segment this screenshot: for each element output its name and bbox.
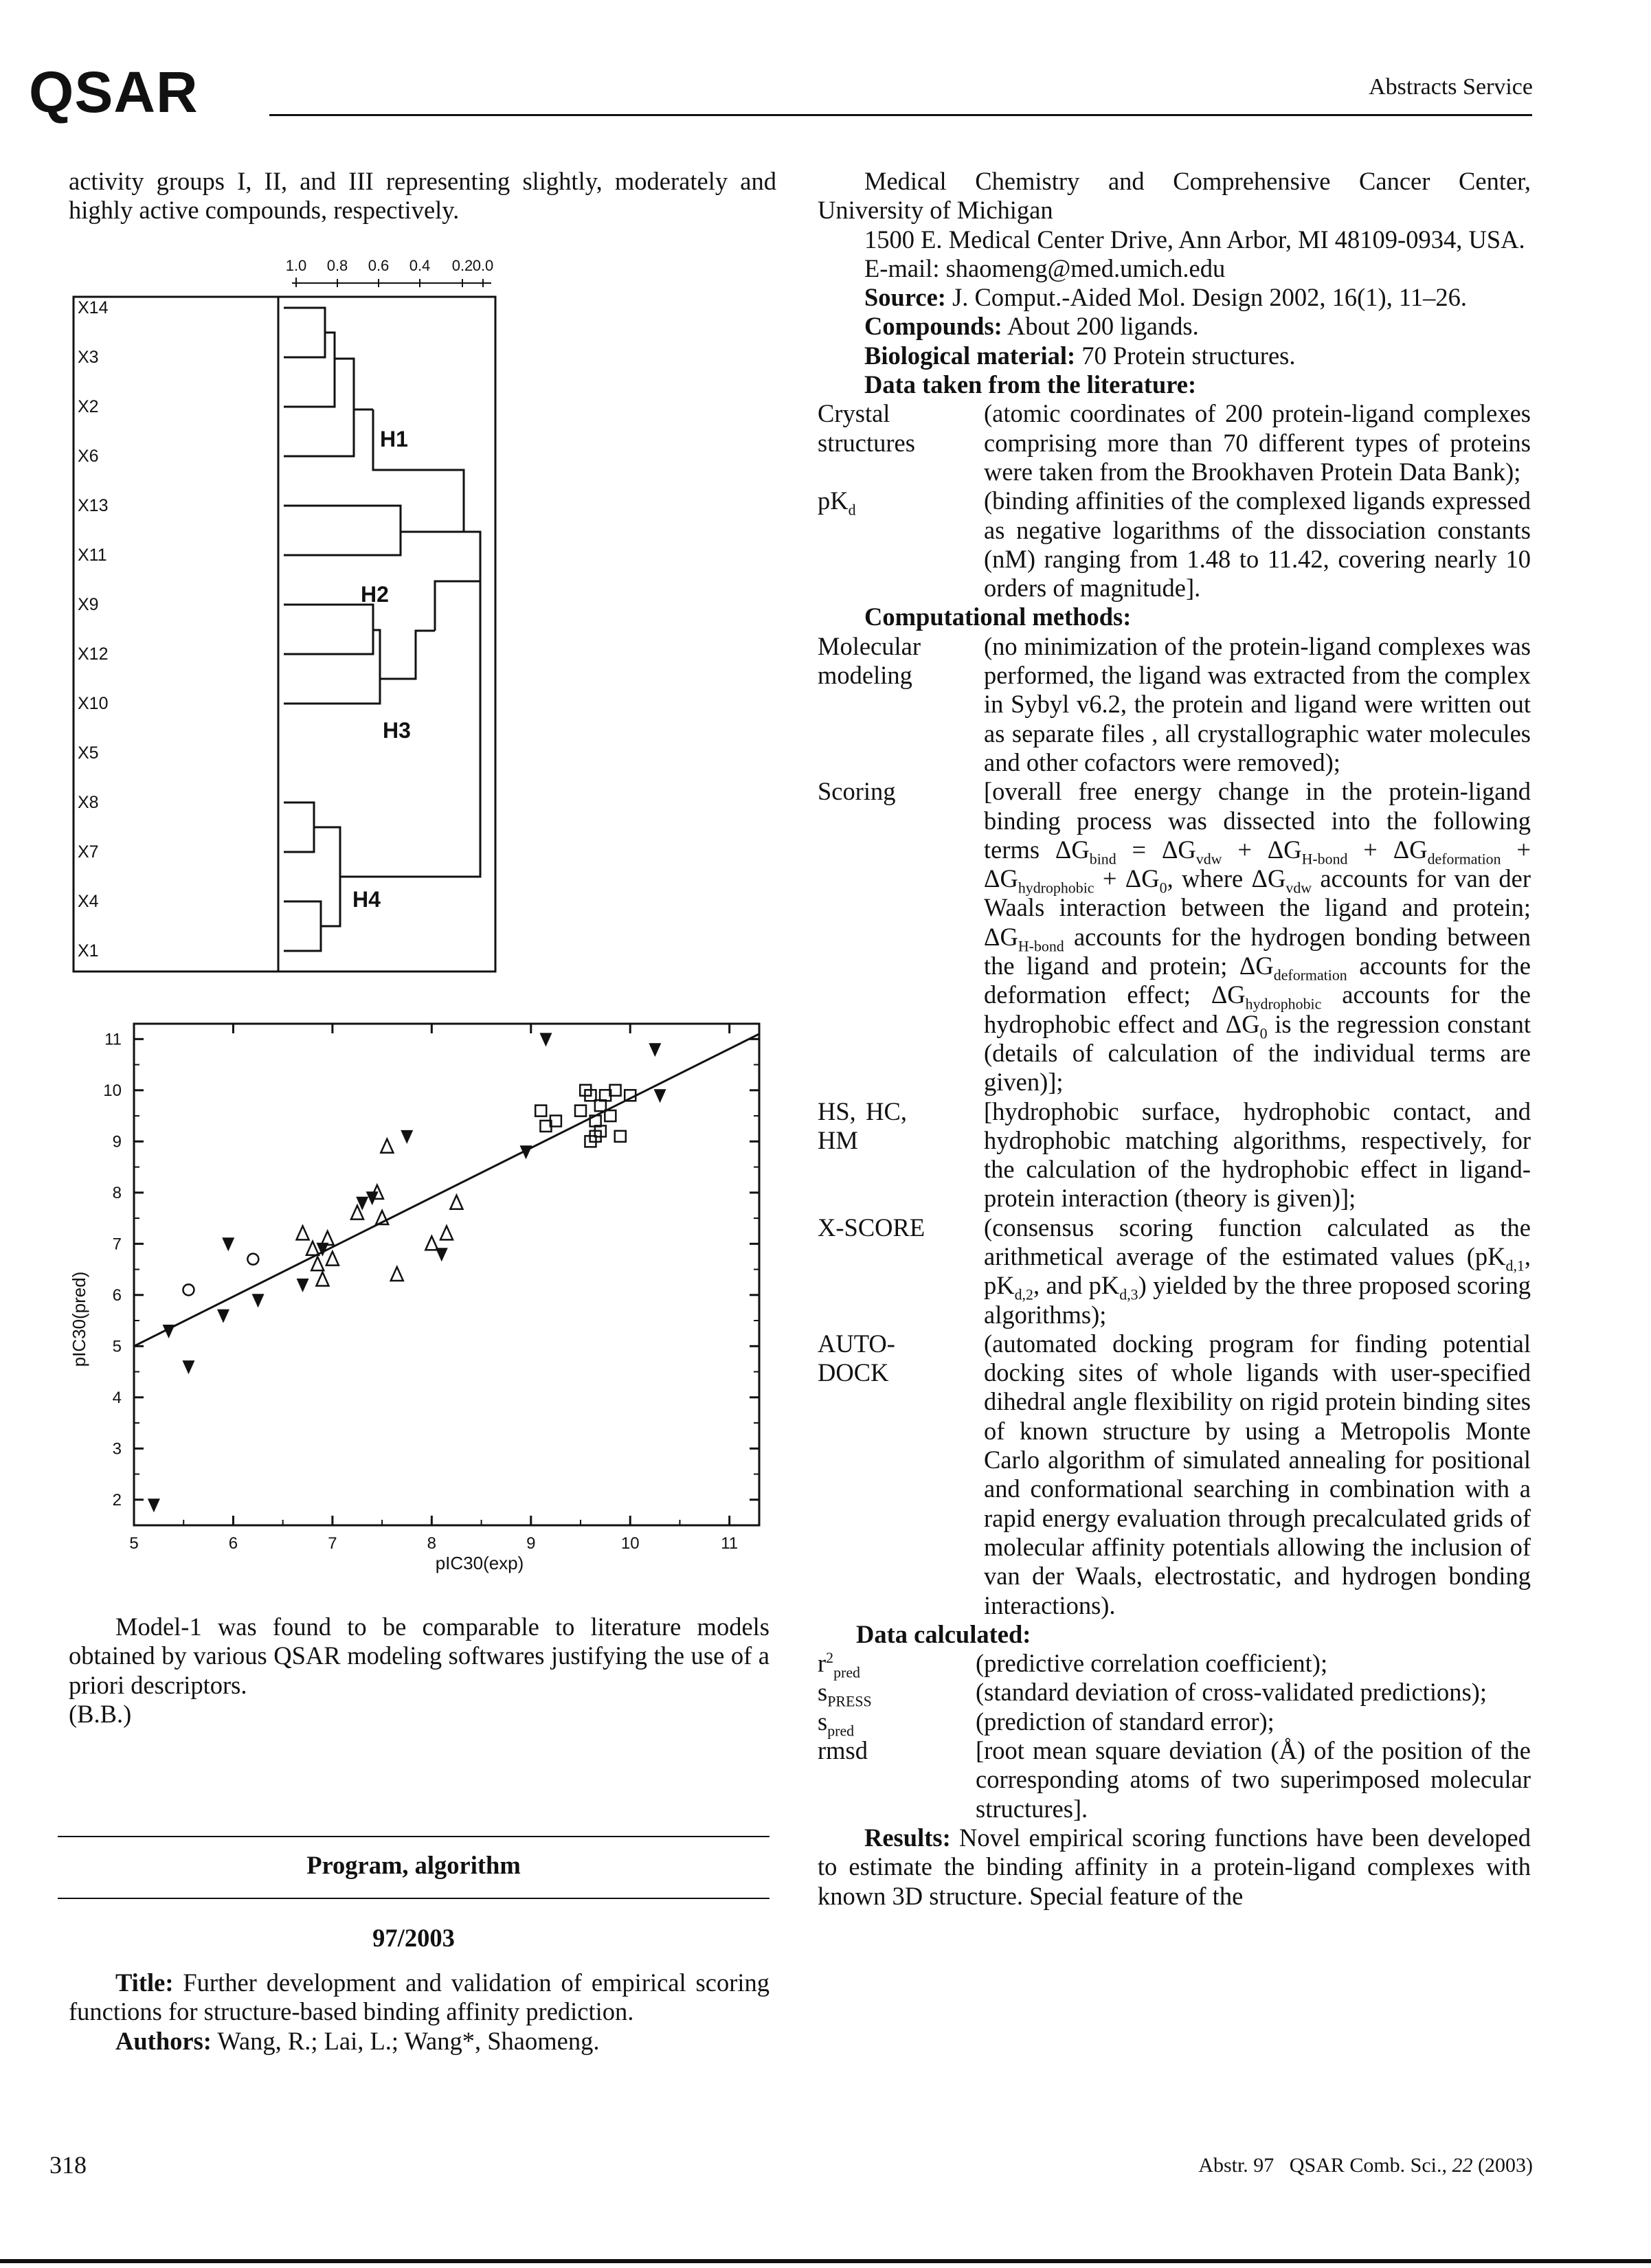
bio-material-line — [818, 341, 1531, 370]
spress-def: (standard deviation of cross-validated predictions); — [976, 1678, 1487, 1707]
scale-tick-label: 1.0 — [285, 257, 307, 274]
regression-line — [134, 1034, 759, 1346]
literature-data-list — [818, 399, 1531, 603]
section-heading: Program, algorithm — [306, 1851, 521, 1879]
spred-term: $s_{pred}$ — [818, 1707, 855, 1740]
scale-tick-label: 0.2 — [451, 257, 473, 274]
scale-tick-label: 0.6 — [368, 257, 390, 274]
affiliation: Medical Chemistry and Comprehensive Cancer Center, University of Michigan — [818, 167, 1531, 225]
right-column — [818, 167, 1531, 1911]
compounds-text: About 200 ligands. — [1007, 312, 1199, 341]
dendrogram-frame — [74, 297, 495, 972]
methods-list — [818, 632, 1531, 1620]
pkd-def: (binding affinities of the complexed ligands expressed as negative logarithms of the dissociation constants (nM) ranging from 1.48 to 11.42, covering nearly 10 orders of magnitude]. — [984, 486, 1531, 603]
abstract-number: 97/2003 — [372, 1924, 455, 1952]
x-tick-label: 9 — [526, 1534, 536, 1553]
data-point-open-triangle — [311, 1257, 324, 1270]
header-rule — [269, 114, 1532, 116]
scoring-def: [overall free energy change in the protein-ligand binding process was dissected into the following terms $\Delta G_{bind} = \Delta G_{vdw} + \Delta G_{H-bond} + \Delta G_{deformation} + \Delta G_{hydrophobic} + \Delta G_0$, where $\Delta G_{vdw}$ accounts for van der Waals interaction between the ligand and protein; $\Delta G_{H-bond}$ accounts for the hydrogen bonding between the ligand and protein; $\Delta G_{deformation}$ accounts for the deformation effect; $\Delta G_{hydrophobic}$ accounts for the hydrophobic effect and $\Delta G_0$ is the regression constant (details of calculation of the individual terms are given)]; — [984, 777, 1531, 1097]
y-tick-label: 6 — [112, 1285, 122, 1305]
y-tick-label: 5 — [112, 1337, 122, 1356]
left-lower — [69, 1613, 770, 1729]
spred-def: (prediction of standard error); — [976, 1707, 1274, 1736]
cluster-label-h4: H4 — [352, 887, 381, 912]
data-point-open-circle — [247, 1254, 258, 1265]
cluster-label-h3: H3 — [383, 718, 411, 743]
data-point-filled-triangle — [252, 1294, 265, 1307]
crystal-def: (atomic coordinates of 200 protein-ligand complexes comprising more than 70 different types of proteins were taken from the Brookhaven Protein Data Bank); — [984, 399, 1531, 486]
xscore-def: (consensus scoring function calculated as the arithmetical average of the estimated values ($pK_{d,1}$, $pK_{d,2}$, and $pK_{d,3}$) yielded by the three proposed scoring algorithms); — [984, 1213, 1531, 1329]
signature: (B.B.) — [69, 1699, 132, 1728]
address: 1500 E. Medical Center Drive, Ann Arbor, MI 48109-0934, USA. — [864, 225, 1525, 254]
x-tick-label: 10 — [620, 1534, 640, 1553]
y-axis-label: pIC30(pred) — [69, 1271, 89, 1367]
hs-term: HS, HC, HM — [818, 1097, 907, 1154]
leaf-label: X8 — [78, 793, 99, 812]
results-label: Results: — [864, 1823, 951, 1852]
dendrogram — [65, 253, 505, 981]
pkd-term: $pK_d$ — [818, 486, 856, 519]
leaf-label: X7 — [78, 842, 99, 862]
cluster-labels — [352, 427, 411, 912]
molmod-term: Molecular modeling — [818, 631, 921, 690]
spress-term: $s_{PRESS}$ — [818, 1678, 872, 1710]
y-tick-label: 10 — [103, 1081, 122, 1100]
x-tick-label: 11 — [721, 1534, 739, 1553]
data-calculated-heading: Data calculated: — [856, 1619, 1031, 1648]
source-label: Source: — [864, 283, 946, 312]
data-point-filled-triangle — [539, 1033, 552, 1046]
left-intro — [69, 167, 776, 225]
leaf-label: X1 — [78, 941, 99, 961]
cluster-label-h1: H1 — [380, 427, 408, 451]
footer-citation: Abstr. 97 QSAR Comb. Sci., 22 (2003) — [1198, 2154, 1533, 2177]
data-point-open-square — [605, 1110, 616, 1121]
data-point-open-triangle — [440, 1226, 453, 1239]
data-point-open-square — [595, 1100, 606, 1111]
leaf-label: X10 — [78, 694, 109, 713]
autodock-def: (automated docking program for finding potential docking sites of whole ligands with user-specified dihedral angle flexibility on rigid protein binding sites of known structure by using a Metropolis Monte Carlo algorithm of simulated annealing for positional and conformational searching in combination with a rapid energy evaluation through precalculated grids of molecular affinity potentials allowing the inclusion of van der Waals, electrostatic, and hydrogen bonding interactions). — [984, 1329, 1531, 1619]
dendrogram-scale — [286, 257, 494, 287]
calculated-data-list — [818, 1649, 1531, 1823]
results-text: Novel empirical scoring functions have been developed to estimate the binding affinity in a protein-ligand complexes with known 3D structure. Special feature of the — [818, 1823, 1531, 1910]
leaf-label: X2 — [78, 397, 99, 416]
scale-tick-label: 0.8 — [326, 257, 348, 274]
journal-logo: QSAR — [29, 60, 199, 124]
x-tick-label: 6 — [228, 1534, 238, 1553]
molmod-def: (no minimization of the protein-ligand complexes was performed, the ligand was extracted from the complex in Sybyl v6.2, the protein and ligand were written out as separate files , all crystallographic water molecules and other cofactors were removed); — [984, 631, 1531, 776]
data-point-filled-triangle — [148, 1498, 160, 1512]
dendrogram-branches — [284, 308, 480, 951]
data-point-open-triangle — [316, 1272, 328, 1285]
scatter-chart — [55, 1003, 783, 1594]
leaf-label: X3 — [78, 348, 99, 367]
x-tick-label: 8 — [427, 1534, 437, 1553]
compounds-line — [818, 312, 1531, 341]
data-point-open-triangle — [297, 1226, 309, 1239]
source-line — [818, 283, 1531, 312]
y-tick-label: 4 — [112, 1388, 122, 1407]
y-tick-label: 11 — [104, 1030, 122, 1049]
leaf-label: X12 — [78, 644, 109, 664]
data-point-filled-triangle — [654, 1089, 666, 1103]
email: E-mail: shaomeng@med.umich.edu — [864, 254, 1226, 282]
computational-methods-heading: Computational methods: — [864, 603, 1132, 631]
data-point-open-square — [535, 1105, 546, 1116]
abstract-title — [69, 1968, 770, 2027]
intro-paragraph: activity groups I, II, and III representing slightly, moderately and highly active compounds, respectively. — [69, 167, 776, 225]
y-tick-label: 2 — [112, 1490, 122, 1509]
scale-tick-label: 0.4 — [409, 257, 431, 274]
authors-label: Authors: — [115, 2026, 212, 2055]
r2-pred-def: (predictive correlation coefficient); — [976, 1649, 1328, 1678]
leaf-label: X9 — [78, 595, 99, 614]
x-tick-label: 5 — [129, 1534, 139, 1553]
leaf-label: X6 — [78, 447, 99, 466]
data-point-open-square — [615, 1131, 626, 1142]
page-number: 318 — [49, 2151, 87, 2179]
data-point-open-triangle — [391, 1267, 403, 1281]
xscore-term: X-SCORE — [818, 1213, 925, 1242]
data-point-filled-triangle — [401, 1130, 413, 1144]
data-point-open-triangle — [450, 1195, 462, 1209]
conclusion-paragraph: Model-1 was found to be comparable to literature models obtained by various QSAR modeling softwares justifying the use of a priori descriptors. — [69, 1613, 770, 1699]
leaf-label: X11 — [78, 546, 107, 565]
data-point-open-triangle — [425, 1236, 438, 1250]
leaf-label: X5 — [78, 743, 99, 763]
rmsd-def: [root mean square deviation (Å) of the position of the corresponding atoms of two superimposed molecular structures]. — [976, 1736, 1531, 1823]
dendrogram-leaf-labels — [78, 298, 109, 961]
crystal-term: Crystal structures — [818, 399, 915, 457]
abstract-title-block — [69, 1968, 770, 2056]
y-tick-label: 8 — [112, 1183, 122, 1202]
leaf-label: X14 — [78, 298, 109, 317]
plot-frame — [134, 1024, 759, 1525]
authors-text: Wang, R.; Lai, L.; Wang*, Shaomeng. — [217, 2026, 600, 2055]
section-rule-bottom — [58, 1898, 770, 1899]
r2-pred-term: $r^2_{pred}$ — [818, 1648, 861, 1681]
title-label: Title: — [115, 1968, 174, 1997]
leaf-label: X4 — [78, 892, 99, 911]
data-point-open-triangle — [381, 1139, 393, 1153]
title-text: Further development and validation of empirical scoring functions for structure-based binding affinity prediction. — [69, 1968, 770, 2026]
x-axis-label: pIC30(exp) — [435, 1553, 524, 1573]
data-point-filled-triangle — [182, 1360, 194, 1374]
hs-def: [hydrophobic surface, hydrophobic contact, and hydrophobic matching algorithms, respectively, for the calculation of the hydrophobic effect in ligand-protein interaction (theory is given)]; — [984, 1097, 1531, 1213]
abstract-authors — [69, 2027, 770, 2056]
data-literature-heading: Data taken from the literature: — [864, 370, 1197, 399]
data-point-open-square — [575, 1105, 586, 1116]
scale-tick-label: 0.0 — [472, 257, 494, 274]
source-text: J. Comput.-Aided Mol. Design 2002, 16(1), 11–26. — [952, 283, 1467, 312]
data-point-filled-triangle — [297, 1279, 309, 1292]
x-tick-label: 7 — [328, 1534, 337, 1553]
bio-material-label: Biological material: — [864, 341, 1076, 370]
bio-material-text: 70 Protein structures. — [1081, 341, 1296, 370]
data-point-open-circle — [183, 1284, 194, 1295]
autodock-term: AUTO-DOCK — [818, 1329, 895, 1387]
data-point-filled-triangle — [217, 1310, 229, 1323]
data-point-filled-triangle — [222, 1237, 234, 1251]
leaf-label: X13 — [78, 496, 109, 515]
y-tick-label: 9 — [112, 1132, 122, 1152]
compounds-label: Compounds: — [864, 312, 1002, 341]
cluster-label-h2: H2 — [361, 582, 389, 607]
y-tick-label: 3 — [112, 1439, 122, 1459]
results-paragraph — [818, 1823, 1531, 1911]
page-bottom-rule — [0, 2259, 1651, 2263]
y-tick-label: 7 — [112, 1235, 122, 1254]
section-title: Abstracts Service — [1369, 74, 1533, 100]
rmsd-term: rmsd — [818, 1736, 868, 1765]
scoring-term: Scoring — [818, 777, 896, 806]
data-point-open-triangle — [326, 1252, 339, 1266]
data-point-filled-triangle — [649, 1043, 661, 1057]
section-rule-top — [58, 1836, 770, 1837]
